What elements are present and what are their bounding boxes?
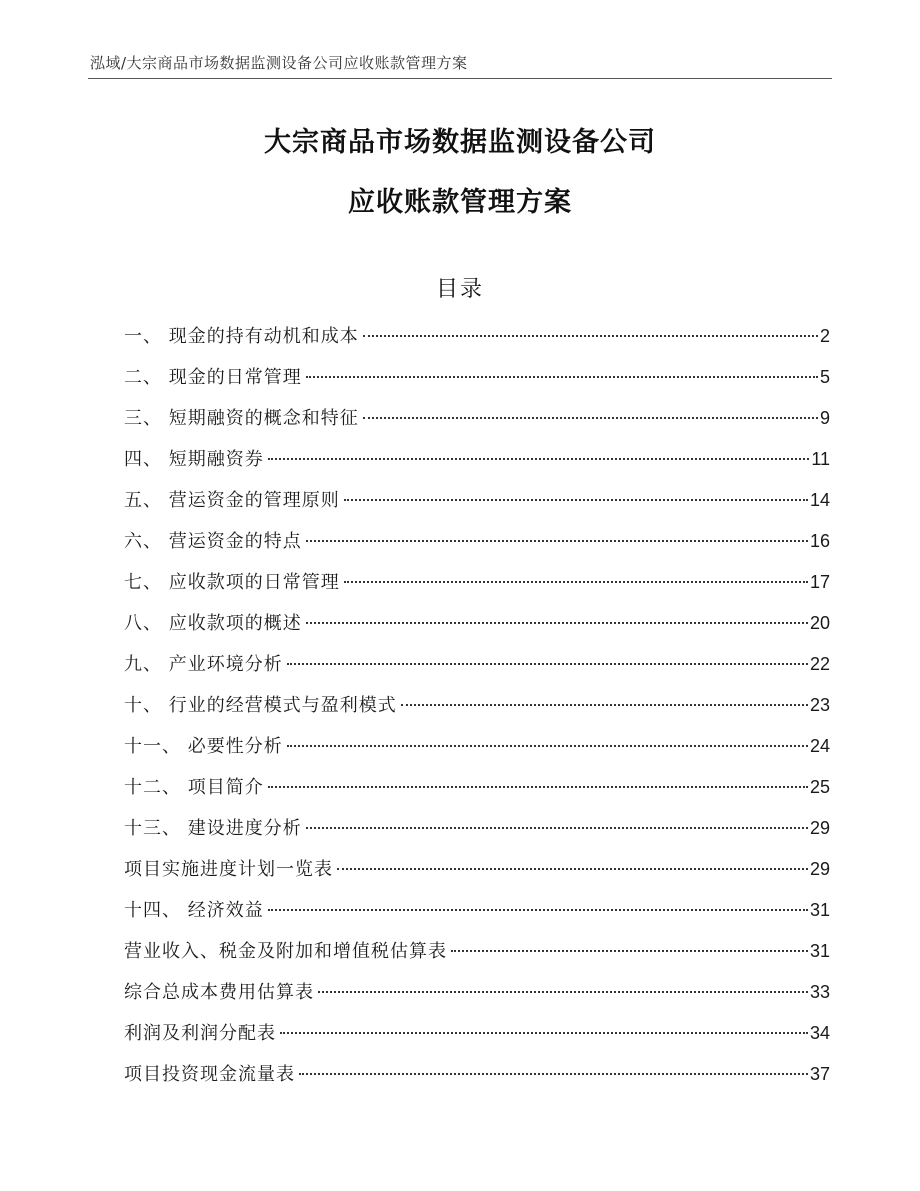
toc-entry-label: 利润及利润分配表	[124, 1023, 276, 1044]
toc-entry-label: 四、 短期融资券	[124, 449, 264, 470]
toc-entry-label: 三、 短期融资的概念和特征	[124, 408, 359, 429]
toc-entry-page-number: 11	[811, 449, 830, 469]
toc-entry[interactable]	[124, 480, 830, 521]
toc-dot-leader	[337, 868, 808, 870]
toc-dot-leader	[268, 786, 808, 788]
toc-entry[interactable]	[124, 808, 830, 849]
toc-dot-leader	[299, 1073, 808, 1075]
toc-entry-label: 七、 应收款项的日常管理	[124, 572, 340, 593]
toc-entry-page-number: 23	[809, 695, 830, 715]
toc-entry-page-number: 31	[809, 900, 830, 920]
toc-entry-label: 十四、 经济效益	[124, 900, 264, 921]
document-title-line1: 大宗商品市场数据监测设备公司	[264, 127, 656, 158]
toc-entry-label: 八、 应收款项的概述	[124, 613, 302, 634]
toc-entry[interactable]	[124, 439, 830, 480]
toc-entry-page-number: 31	[809, 941, 830, 961]
toc-entry-label: 二、 现金的日常管理	[124, 367, 302, 388]
toc-dot-leader	[363, 335, 818, 337]
toc-entry-label: 十、 行业的经营模式与盈利模式	[124, 695, 397, 716]
toc-entry[interactable]	[124, 1054, 830, 1095]
toc-entry-page-number: 24	[809, 736, 830, 756]
toc-entry-label: 五、 营运资金的管理原则	[124, 490, 340, 511]
toc-dot-leader	[287, 663, 808, 665]
toc-entry[interactable]	[124, 767, 830, 808]
toc-entry[interactable]	[124, 931, 830, 972]
toc-entry-label: 十三、 建设进度分析	[124, 818, 302, 839]
toc-dot-leader	[344, 499, 808, 501]
toc-entry[interactable]	[124, 1013, 830, 1054]
toc-entry-page-number: 9	[819, 408, 830, 428]
toc-entry-page-number: 29	[809, 818, 830, 838]
toc-entry[interactable]	[124, 316, 830, 357]
toc-dot-leader	[344, 581, 808, 583]
toc-dot-leader	[318, 991, 808, 993]
toc-dot-leader	[306, 376, 818, 378]
toc-entry[interactable]	[124, 603, 830, 644]
table-of-contents	[124, 316, 830, 1095]
toc-entry-label: 十二、 项目简介	[124, 777, 264, 798]
toc-entry-label: 一、 现金的持有动机和成本	[124, 326, 359, 347]
toc-entry[interactable]	[124, 890, 830, 931]
toc-entry-page-number: 17	[809, 572, 830, 592]
toc-entry-label: 九、 产业环境分析	[124, 654, 283, 675]
toc-entry[interactable]	[124, 726, 830, 767]
toc-entry-page-number: 14	[809, 490, 830, 510]
running-header: 泓域/大宗商品市场数据监测设备公司应收账款管理方案	[90, 54, 468, 72]
toc-dot-leader	[268, 458, 810, 460]
toc-dot-leader	[451, 950, 808, 952]
header-divider	[88, 78, 832, 79]
toc-entry-page-number: 34	[809, 1023, 830, 1043]
toc-dot-leader	[306, 540, 808, 542]
toc-entry-label: 综合总成本费用估算表	[124, 982, 314, 1003]
toc-dot-leader	[401, 704, 808, 706]
toc-dot-leader	[287, 745, 808, 747]
toc-dot-leader	[280, 1032, 808, 1034]
document-title-line2: 应收账款管理方案	[348, 187, 572, 218]
toc-dot-leader	[363, 417, 818, 419]
toc-entry-label: 营业收入、税金及附加和增值税估算表	[124, 941, 447, 962]
toc-entry-label: 十一、 必要性分析	[124, 736, 283, 757]
toc-entry-page-number: 16	[809, 531, 830, 551]
toc-entry-page-number: 29	[809, 859, 830, 879]
toc-entry-label: 项目实施进度计划一览表	[124, 859, 333, 880]
toc-entry[interactable]	[124, 357, 830, 398]
toc-entry[interactable]	[124, 685, 830, 726]
toc-entry[interactable]	[124, 644, 830, 685]
toc-entry[interactable]	[124, 849, 830, 890]
toc-dot-leader	[306, 622, 808, 624]
toc-entry-page-number: 5	[819, 367, 830, 387]
toc-entry[interactable]	[124, 972, 830, 1013]
toc-entry-page-number: 2	[819, 326, 830, 346]
toc-entry-page-number: 25	[809, 777, 830, 797]
toc-entry-page-number: 20	[809, 613, 830, 633]
toc-heading: 目录	[435, 277, 484, 302]
toc-entry[interactable]	[124, 562, 830, 603]
toc-entry-page-number: 37	[809, 1064, 830, 1084]
toc-entry-page-number: 22	[809, 654, 830, 674]
toc-entry-label: 项目投资现金流量表	[124, 1064, 295, 1085]
toc-entry-label: 六、 营运资金的特点	[124, 531, 302, 552]
toc-dot-leader	[306, 827, 808, 829]
toc-entry[interactable]	[124, 398, 830, 439]
toc-dot-leader	[268, 909, 808, 911]
toc-entry[interactable]	[124, 521, 830, 562]
toc-entry-page-number: 33	[809, 982, 830, 1002]
